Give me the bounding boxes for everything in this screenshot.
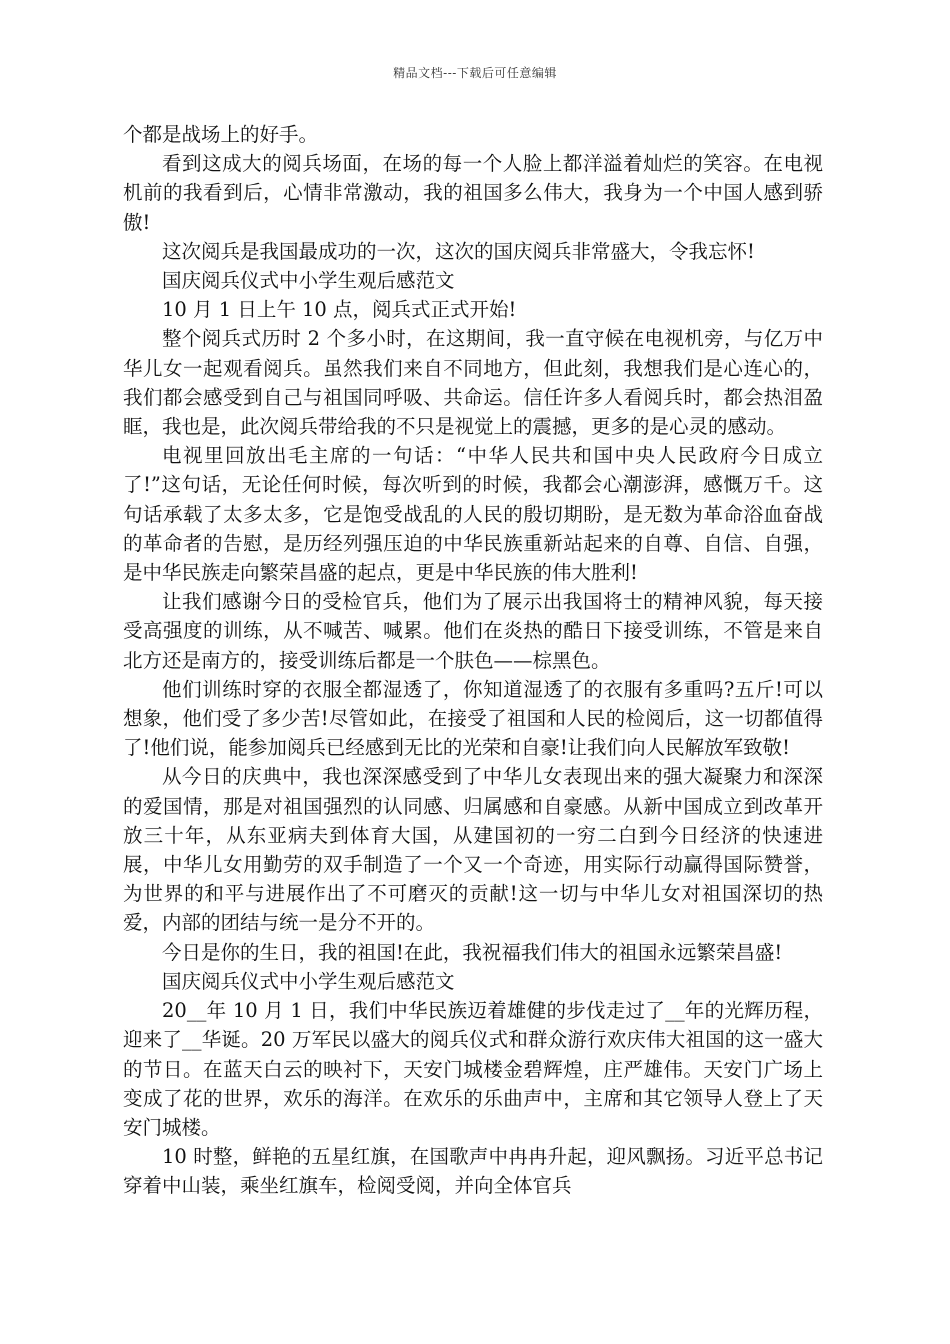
paragraph: 个都是战场上的好手。 bbox=[123, 123, 319, 146]
paragraph: 从今日的庆典中，我也深深感受到了中华儿女表现出来的强大凝聚力和深深的爱国情，那是对祖国强烈的认同感、归属感和自豪感。从新中国成立到改革开放三十年，从东亚病夫到体育大国，从建国初的一穷二白到今日经济的快速进展，中华儿女用勤劳的双手制造了一个又一个奇迹，用实际行动赢得国际赞誉，为世界的和平与进展作出了不可磨灭的贡献!这一切与中华儿女对祖国深切的热爱，内部的团结与统一是分不开的。 bbox=[123, 765, 823, 935]
page-header: 精品文档---下载后可任意编辑 bbox=[393, 66, 557, 80]
section-title: 国庆阅兵仪式中小学生观后感范文 bbox=[162, 969, 455, 993]
paragraph: 看到这成大的阅兵场面，在场的每一个人脸上都洋溢着灿烂的笑容。在电视机前的我看到后，心情非常激动，我的祖国多么伟大，我身为一个中国人感到骄傲! bbox=[123, 152, 823, 234]
paragraph: 他们训练时穿的衣服全都湿透了，你知道湿透了的衣服有多重吗?五斤!可以想象，他们受了多少苦!尽管如此，在接受了祖国和人民的检阅后，这一切都值得了!他们说，能参加阅兵已经感到无比的光荣和自豪!让我们向人民解放军致敬! bbox=[123, 677, 823, 760]
paragraph: 整个阅兵式历时 2 个多小时，在这期间，我一直守候在电视机旁，与亿万中华儿女一起观看阅兵。虽然我们来自不同地方，但此刻，我想我们是心连心的，我们都会感受到自己与祖国同呼吸、共命运。信任许多人看阅兵时，都会热泪盈眶，我也是，此次阅兵带给我的不只是视觉上的震撼，更多的是心灵的感动。 bbox=[123, 327, 823, 439]
paragraph: 电视里回放出毛主席的一句话：“中华人民共和国中央人民政府今日成立了!”这句话，无论任何时候，每次听到的时候，我都会心潮澎湃，感慨万千。这句话承载了太多太多，它是饱受战乱的人民的殷切期盼，是无数为革命浴血奋战的革命者的告慰，是历经列强压迫的中华民族重新站起来的自尊、自信、自强，是中华民族走向繁荣昌盛的起点，更是中华民族的伟大胜利! bbox=[123, 444, 823, 585]
paragraph: 这次阅兵是我国最成功的一次，这次的国庆阅兵非常盛大，令我忘怀! bbox=[162, 239, 755, 263]
paragraph: 今日是你的生日，我的祖国!在此，我祝福我们伟大的祖国永远繁荣昌盛! bbox=[162, 940, 783, 964]
paragraph: 20__年 10 月 1 日，我们中华民族迈着雄健的步伐走过了__年的光辉历程，迎来了__华诞。20 万军民以盛大的阅兵仪式和群众游行欢庆伟大祖国的这一盛大的节日。在蓝天白云的映衬下，天安门城楼金碧辉煌，庄严雄伟。天安门广场上变成了花的世界，欢乐的海洋。在欢乐的乐曲声中，主席和其它领导人登上了天安门城楼。 bbox=[123, 999, 823, 1139]
section-title: 国庆阅兵仪式中小学生观后感范文 bbox=[162, 269, 455, 293]
paragraph: 让我们感谢今日的受检官兵，他们为了展示出我国将士的精神风貌，每天接受高强度的训练，从不喊苦、喊累。他们在炎热的酷日下接受训练，不管是来自北方还是南方的，接受训练后都是一个肤色——棕黑色。 bbox=[123, 590, 823, 672]
document-body bbox=[123, 120, 823, 1201]
paragraph: 10 时整，鲜艳的五星红旗，在国歌声中冉冉升起，迎风飘扬。习近平总书记穿着中山装，乘坐红旗车，检阅受阅，并向全体官兵 bbox=[123, 1145, 823, 1198]
paragraph: 10 月 1 日上午 10 点，阅兵式正式开始! bbox=[162, 298, 517, 322]
